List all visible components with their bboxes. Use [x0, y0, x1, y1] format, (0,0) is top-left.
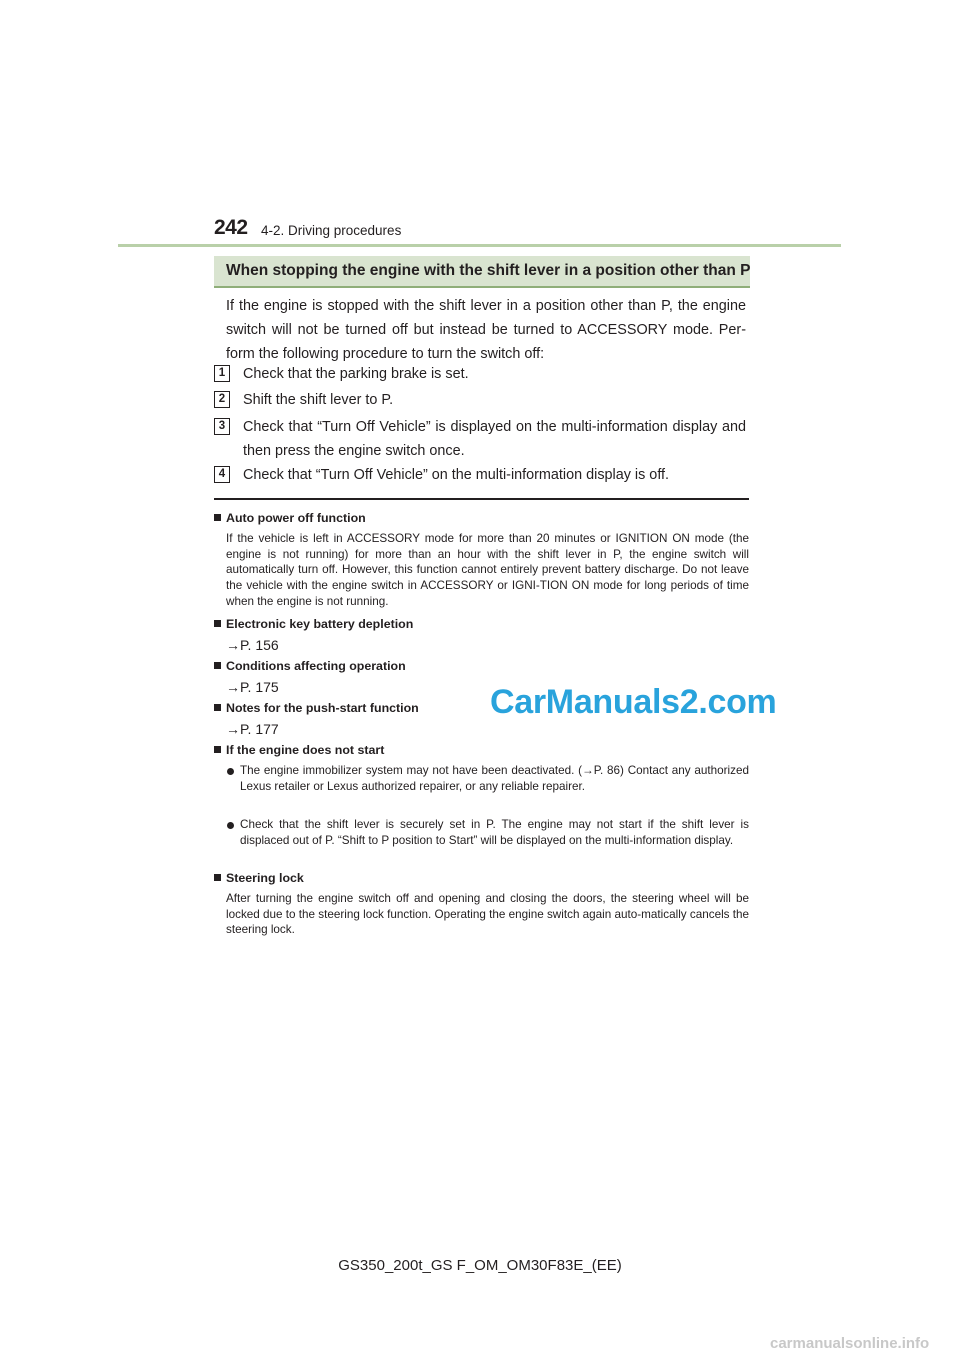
step-text-4: Check that “Turn Off Vehicle” on the multi-information display is off.	[243, 467, 670, 483]
step-text-2: Shift the shift lever to P.	[243, 392, 394, 408]
section-label: 4-2. Driving procedures	[261, 223, 402, 238]
square-bullet-icon	[214, 662, 221, 669]
note-title-text: Auto power off function	[226, 511, 366, 525]
bullet-text-shift-lever: Check that the shift lever is securely set in P. The engine may not start if the shift lever is displaced out of P. “Shift to P position to Start” will be displayed on the multi-information display.	[240, 818, 749, 847]
note-title-text: If the engine does not start	[226, 743, 385, 757]
square-bullet-icon	[214, 746, 221, 753]
bottom-watermark: carmanualsonline.info	[770, 1335, 930, 1352]
step-text-3: Check that “Turn Off Vehicle” is displayed on the multi-information display and then press the engine switch once.	[243, 419, 746, 459]
square-bullet-icon	[214, 620, 221, 627]
bullet-text-immobilizer: The engine immobilizer system may not have been deactivated. (→P. 86) Contact any authorized Lexus retailer or Lexus authorized repairer, or any reliable repairer.	[240, 764, 749, 793]
page-reference-link[interactable]: →P. 177	[226, 721, 279, 737]
step-number-2: 2	[214, 391, 230, 408]
page-reference-link[interactable]: →P. 156	[226, 637, 279, 653]
step-text-1: Check that the parking brake is set.	[243, 366, 469, 382]
note-title-text: Notes for the push-start function	[226, 701, 419, 715]
document-code-footer: GS350_200t_GS F_OM_OM30F83E_(EE)	[338, 1257, 622, 1274]
note-title-text: Electronic key battery depletion	[226, 617, 414, 631]
note-title-auto-power-off	[214, 511, 366, 525]
intro-paragraph: If the engine is stopped with the shift lever in a position other than P, the engine switch will not be turned off but instead be turned to ACCESSORY mode. Per-form the following procedure to turn the switch off:	[226, 298, 746, 362]
note-title-text: Conditions affecting operation	[226, 659, 406, 673]
box-heading	[214, 256, 750, 288]
square-bullet-icon	[214, 874, 221, 881]
square-bullet-icon	[214, 514, 221, 521]
note-body-auto-power-off: If the vehicle is left in ACCESSORY mode for more than 20 minutes or IGNITION ON mode (the engine is not running) for more than an hour with the shift lever in P, the engine switch will automatically turn off. However, this function cannot entirely prevent battery discharge. Do not leave the vehicle with the engine switch in ACCESSORY or IGNI-TION ON mode for long periods of time when the engine is not running.	[226, 532, 749, 608]
box-heading-text: When stopping the engine with the shift lever in a position other than P	[226, 262, 750, 279]
page-number: 242	[214, 216, 248, 239]
watermark-logo: CarManuals2.com	[490, 683, 777, 721]
note-title-engine-not-start	[214, 743, 384, 757]
note-title-push-start	[214, 701, 419, 715]
note-title-key-battery	[214, 617, 413, 631]
section-divider	[214, 498, 749, 500]
note-title-text: Steering lock	[226, 871, 304, 885]
note-body-steering-lock: After turning the engine switch off and opening and closing the doors, the steering wheel will be locked due to the steering lock function. Operating the engine switch again auto-matically cancels the steering lock.	[226, 892, 749, 937]
header-rule	[118, 244, 841, 247]
step-number-1: 1	[214, 365, 230, 382]
step-number-3: 3	[214, 418, 230, 435]
step-number-4: 4	[214, 466, 230, 483]
round-bullet-icon	[227, 822, 234, 829]
note-title-steering-lock	[214, 871, 304, 885]
page-reference-link[interactable]: →P. 175	[226, 679, 279, 695]
note-title-conditions	[214, 659, 406, 673]
square-bullet-icon	[214, 704, 221, 711]
round-bullet-icon	[227, 768, 234, 775]
